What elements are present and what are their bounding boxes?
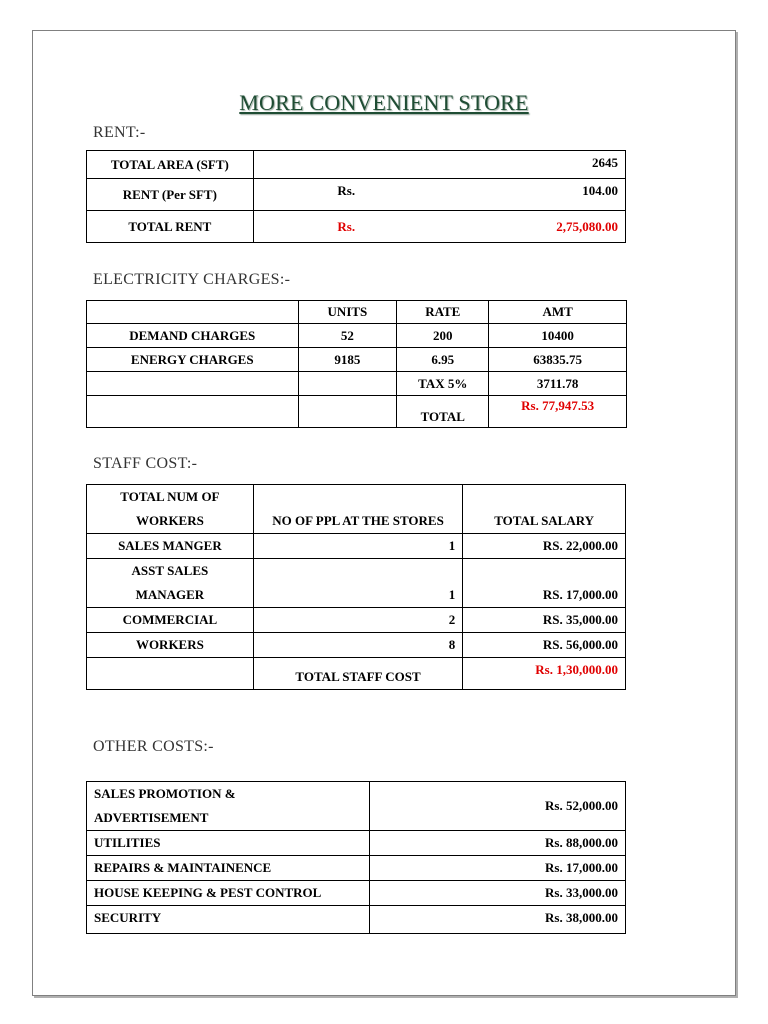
workers-count: 8 [253, 633, 462, 658]
table-row [87, 396, 627, 428]
empty-cell [87, 301, 299, 324]
total-staff-cost-label: TOTAL STAFF COST [253, 658, 462, 690]
commercial-label: COMMERCIAL [87, 608, 254, 633]
total-rent-label: TOTAL RENT [87, 211, 254, 243]
table-row [87, 211, 626, 243]
electricity-total-label: TOTAL [397, 396, 489, 428]
asst-manager-label [87, 559, 254, 608]
empty-cell [298, 372, 397, 396]
tax-label: TAX 5% [397, 372, 489, 396]
empty-cell [298, 396, 397, 428]
sales-promotion-line1: SALES PROMOTION & [94, 786, 236, 801]
other-costs-table [86, 781, 626, 934]
housekeeping-label: HOUSE KEEPING & PEST CONTROL [87, 881, 370, 906]
table-row [87, 151, 626, 179]
housekeeping-value: Rs. 33,000.00 [369, 881, 625, 906]
rate-header: RATE [397, 301, 489, 324]
rent-per-sft-value: 104.00 [439, 179, 626, 211]
electricity-heading: ELECTRICITY CHARGES:- [93, 271, 291, 288]
rent-per-sft-label: RENT (Per SFT) [87, 179, 254, 211]
electricity-table [86, 300, 627, 428]
rent-heading: RENT:- [93, 124, 146, 141]
table-row [87, 831, 626, 856]
empty-cell [87, 396, 299, 428]
utilities-label: UTILITIES [87, 831, 370, 856]
asst-manager-line1: ASST SALES [131, 563, 209, 578]
page-title: MORE CONVENIENT STORE [239, 90, 529, 115]
commercial-count: 2 [253, 608, 462, 633]
electricity-total-amt: Rs. 77,947.53 [489, 396, 627, 428]
empty-cell [87, 372, 299, 396]
amt-header: AMT [489, 301, 627, 324]
sales-promotion-value: Rs. 52,000.00 [369, 782, 625, 831]
workers-header [87, 485, 254, 534]
staff-heading: STAFF COST:- [93, 455, 198, 472]
total-staff-cost-value: Rs. 1,30,000.00 [463, 658, 626, 690]
workers-header-line1: TOTAL NUM OF [120, 489, 220, 504]
energy-amt: 63835.75 [489, 348, 627, 372]
table-row [87, 179, 626, 211]
workers-label: WORKERS [87, 633, 254, 658]
rent-table [86, 150, 626, 243]
commercial-salary: RS. 35,000.00 [463, 608, 626, 633]
total-area-label: TOTAL AREA (SFT) [87, 151, 254, 179]
tax-amt: 3711.78 [489, 372, 627, 396]
sales-manager-label: SALES MANGER [87, 534, 254, 559]
table-row [87, 608, 626, 633]
table-row [87, 906, 626, 934]
demand-amt: 10400 [489, 324, 627, 348]
table-row [87, 534, 626, 559]
security-label: SECURITY [87, 906, 370, 934]
repairs-label: REPAIRS & MAINTAINENCE [87, 856, 370, 881]
utilities-value: Rs. 88,000.00 [369, 831, 625, 856]
sales-promotion-line2: ADVERTISEMENT [94, 810, 209, 825]
repairs-value: Rs. 17,000.00 [369, 856, 625, 881]
workers-header-line2: WORKERS [135, 513, 204, 528]
total-area-value: 2645 [253, 151, 625, 179]
sales-manager-salary: RS. 22,000.00 [463, 534, 626, 559]
table-row [87, 782, 626, 831]
energy-rate: 6.95 [397, 348, 489, 372]
table-row [87, 485, 626, 534]
units-header: UNITS [298, 301, 397, 324]
table-row [87, 881, 626, 906]
staff-table [86, 484, 626, 690]
table-row [87, 856, 626, 881]
demand-charges-label: DEMAND CHARGES [87, 324, 299, 348]
table-row [87, 633, 626, 658]
empty-cell [87, 658, 254, 690]
sales-manager-count: 1 [253, 534, 462, 559]
energy-units: 9185 [298, 348, 397, 372]
security-value: Rs. 38,000.00 [369, 906, 625, 934]
total-rent-value: 2,75,080.00 [439, 211, 626, 243]
table-row [87, 324, 627, 348]
sales-promotion-label [87, 782, 370, 831]
table-row [87, 301, 627, 324]
other-costs-heading: OTHER COSTS:- [93, 738, 214, 755]
salary-header: TOTAL SALARY [463, 485, 626, 534]
energy-charges-label: ENERGY CHARGES [87, 348, 299, 372]
asst-manager-salary: RS. 17,000.00 [463, 559, 626, 608]
asst-manager-line2: MANAGER [135, 587, 205, 602]
rent-currency: Rs. [253, 179, 439, 211]
demand-rate: 200 [397, 324, 489, 348]
count-header: NO OF PPL AT THE STORES [253, 485, 462, 534]
total-rent-currency: Rs. [253, 211, 439, 243]
demand-units: 52 [298, 324, 397, 348]
table-row [87, 658, 626, 690]
asst-manager-count: 1 [253, 559, 462, 608]
table-row [87, 372, 627, 396]
workers-salary: RS. 56,000.00 [463, 633, 626, 658]
table-row [87, 348, 627, 372]
table-row [87, 559, 626, 608]
